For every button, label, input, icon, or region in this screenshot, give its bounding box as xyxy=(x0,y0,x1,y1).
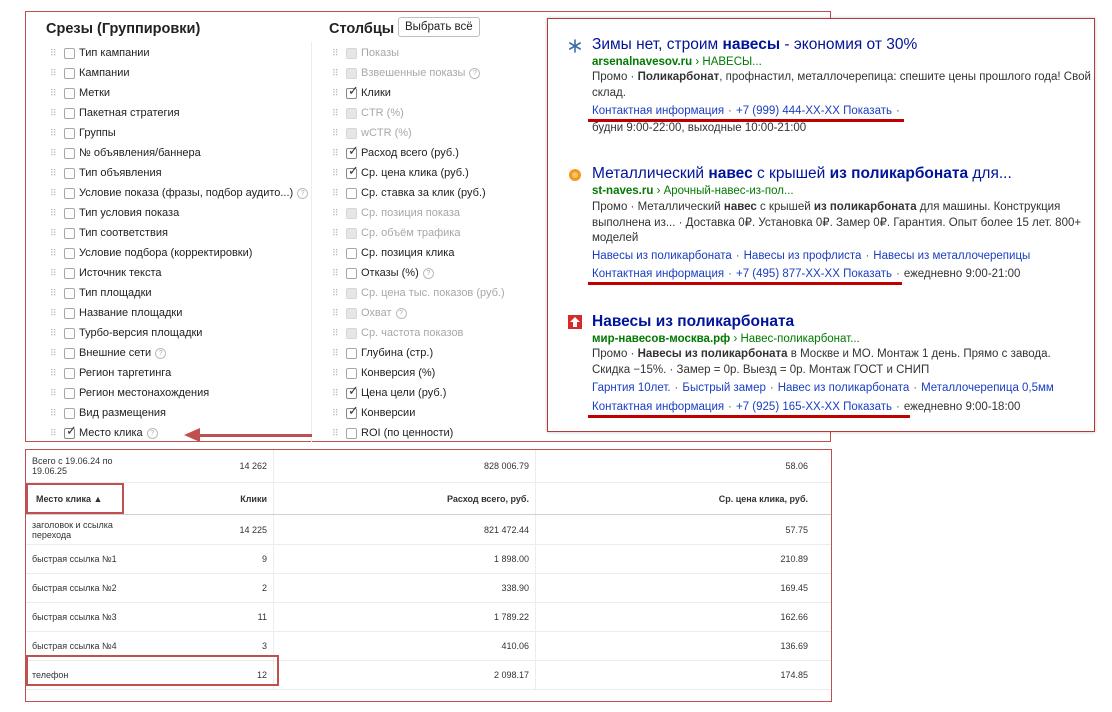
table-cell: заголовок и ссылка перехода xyxy=(32,519,113,540)
help-icon[interactable]: ? xyxy=(155,348,166,359)
table-row xyxy=(26,573,831,603)
drag-handle-icon[interactable]: ⠿ xyxy=(50,387,56,398)
checkmark-icon: ✓ xyxy=(348,82,359,98)
checkbox[interactable] xyxy=(346,162,359,179)
table-cell: 57.75 xyxy=(785,524,808,535)
ad-contact-line[interactable]: Контактная информация · +7 (999) 444-XX-XX Показать · xyxy=(592,105,900,117)
highlight-phone-row-box xyxy=(26,655,279,686)
checkmark-icon: ✓ xyxy=(348,162,359,178)
checkbox[interactable] xyxy=(346,382,359,399)
columns-option[interactable] xyxy=(332,264,434,282)
checkbox xyxy=(346,68,357,79)
drag-handle-icon[interactable]: ⠿ xyxy=(332,287,338,298)
table-cell: 9 xyxy=(150,544,274,573)
total-spend: 828 006.79 xyxy=(274,450,536,482)
drag-handle-icon[interactable]: ⠿ xyxy=(332,227,338,238)
option-label: Тип кампании xyxy=(79,47,150,59)
option-label: wCTR (%) xyxy=(361,127,412,139)
checkbox[interactable] xyxy=(64,228,75,239)
groupings-option[interactable] xyxy=(50,124,116,142)
groupings-option[interactable] xyxy=(50,204,179,222)
columns-option[interactable] xyxy=(332,424,453,442)
checkbox[interactable] xyxy=(64,168,75,179)
ad-contact-line[interactable]: Контактная информация · +7 (925) 165-XX-XX Показать · ежедневно 9:00-18:00 xyxy=(592,401,1021,413)
orange-circle-icon xyxy=(568,168,582,182)
checkbox[interactable] xyxy=(64,208,75,219)
table-cell: 2 098.17 xyxy=(274,660,536,689)
ad-contact-line[interactable]: Контактная информация · +7 (495) 877-XX-XX Показать · ежедневно 9:00-21:00 xyxy=(592,268,1021,280)
drag-handle-icon[interactable]: ⠿ xyxy=(50,127,56,138)
drag-handle-icon[interactable]: ⠿ xyxy=(332,207,338,218)
drag-handle-icon[interactable]: ⠿ xyxy=(50,347,56,358)
checkbox[interactable] xyxy=(64,388,75,399)
groupings-option[interactable] xyxy=(50,244,252,262)
checkbox[interactable] xyxy=(346,82,359,99)
groupings-option[interactable] xyxy=(50,384,209,402)
header-cpc[interactable]: Ср. цена клика, руб. xyxy=(718,493,808,504)
ad-url[interactable]: мир-навесов-москва.рф › Навес-поликарбонат... xyxy=(592,333,860,345)
option-label: Регион таргетинга xyxy=(79,367,172,379)
total-clicks: 14 262 xyxy=(150,450,274,482)
checkbox[interactable] xyxy=(64,108,75,119)
groupings-option[interactable] xyxy=(50,284,152,302)
total-cpc: 58.06 xyxy=(785,461,808,471)
table-cell: 3 xyxy=(150,631,274,660)
option-label: Ср. ставка за клик (руб.) xyxy=(361,187,486,199)
checkbox[interactable] xyxy=(64,348,75,359)
groupings-option[interactable] xyxy=(50,84,110,102)
option-label: Ср. цена тыс. показов (руб.) xyxy=(361,287,505,299)
option-label: Тип соответствия xyxy=(79,227,168,239)
drag-handle-icon[interactable]: ⠿ xyxy=(50,107,56,118)
drag-handle-icon[interactable]: ⠿ xyxy=(50,287,56,298)
drag-handle-icon[interactable]: ⠿ xyxy=(50,407,56,418)
table-cell: 2 xyxy=(150,573,274,602)
checkbox xyxy=(346,308,357,319)
option-label: Кампании xyxy=(79,67,130,79)
search-ads-panel xyxy=(547,18,1095,432)
table-cell: 11 xyxy=(150,602,274,631)
groupings-option[interactable] xyxy=(50,224,168,242)
option-label: ROI (по ценности) xyxy=(361,427,454,439)
checkbox[interactable] xyxy=(64,88,75,99)
checkmark-icon: ✓ xyxy=(348,402,359,418)
option-label: Отказы (%) xyxy=(361,267,419,279)
drag-handle-icon[interactable]: ⠿ xyxy=(332,347,338,358)
option-label: Название площадки xyxy=(79,307,183,319)
drag-handle-icon[interactable]: ⠿ xyxy=(50,427,56,438)
checkbox xyxy=(346,288,357,299)
table-cell: 169.45 xyxy=(780,582,808,593)
option-label: Ср. частота показов xyxy=(361,327,464,339)
option-label: Ср. позиция клика xyxy=(361,247,455,259)
drag-handle-icon[interactable]: ⠿ xyxy=(50,87,56,98)
option-label: Ср. позиция показа xyxy=(361,207,461,219)
checkbox xyxy=(346,228,357,239)
drag-handle-icon[interactable]: ⠿ xyxy=(332,407,338,418)
sitelink[interactable]: Навес из поликарбоната xyxy=(777,382,910,394)
option-label: Метки xyxy=(79,87,111,99)
option-label: Группы xyxy=(79,127,116,139)
checkmark-icon: ✓ xyxy=(348,382,359,398)
help-icon[interactable]: ? xyxy=(396,308,407,319)
drag-handle-icon[interactable]: ⠿ xyxy=(50,207,56,218)
option-label: Взвешенные показы xyxy=(361,67,466,79)
groupings-option[interactable] xyxy=(50,324,202,342)
checkbox[interactable] xyxy=(346,402,359,419)
help-icon[interactable]: ? xyxy=(297,188,308,199)
columns-option[interactable] xyxy=(332,104,404,122)
drag-handle-icon[interactable]: ⠿ xyxy=(332,167,338,178)
checkbox[interactable] xyxy=(64,308,75,319)
ad-url[interactable]: arsenalnavesov.ru › НАВЕСЫ... xyxy=(592,56,762,68)
checkbox[interactable] xyxy=(346,142,359,159)
help-icon[interactable]: ? xyxy=(423,268,434,279)
columns-option[interactable] xyxy=(332,324,463,342)
table-row xyxy=(26,544,831,574)
columns-title: Столбцы xyxy=(329,21,395,37)
checkbox[interactable] xyxy=(64,48,75,59)
checkbox[interactable] xyxy=(346,428,357,439)
sitelink[interactable]: Навесы из поликарбоната xyxy=(592,250,732,262)
highlight-header-box xyxy=(26,483,124,514)
columns-option[interactable] xyxy=(332,124,412,142)
option-label: Глубина (стр.) xyxy=(361,347,434,359)
table-cell: быстрая ссылка №3 xyxy=(32,611,117,622)
drag-handle-icon[interactable]: ⠿ xyxy=(50,327,56,338)
columns-option[interactable] xyxy=(332,404,415,422)
columns-option[interactable] xyxy=(332,344,433,362)
table-cell: быстрая ссылка №2 xyxy=(32,582,117,593)
checkbox[interactable] xyxy=(64,68,75,79)
groupings-option[interactable] xyxy=(50,64,130,82)
option-label: Тип условия показа xyxy=(79,207,180,219)
checkbox[interactable] xyxy=(346,268,357,279)
checkbox xyxy=(346,48,357,59)
groupings-option[interactable] xyxy=(50,424,158,442)
total-label: Всего с 19.06.24 по 19.06.25 xyxy=(32,456,113,476)
option-label: Источник текста xyxy=(79,267,162,279)
stats-table xyxy=(25,449,832,702)
checkbox[interactable] xyxy=(346,348,357,359)
drag-handle-icon[interactable]: ⠿ xyxy=(332,127,338,138)
table-total-row xyxy=(26,450,831,483)
columns-option[interactable] xyxy=(332,204,460,222)
drag-handle-icon[interactable]: ⠿ xyxy=(332,147,338,158)
annotation-arrow xyxy=(198,434,312,437)
drag-handle-icon[interactable]: ⠿ xyxy=(50,147,56,158)
checkbox xyxy=(346,208,357,219)
ad-sitelinks: Навесы из поликарбоната · Навесы из профлиста · Навесы из металлочерепицы xyxy=(592,250,1031,262)
select-all-button[interactable]: Выбрать всё xyxy=(398,17,480,37)
option-label: Показы xyxy=(361,47,400,59)
groupings-option[interactable] xyxy=(50,344,166,362)
checkbox[interactable] xyxy=(64,368,75,379)
ad-sitelinks: Гарнтия 10лет. · Быстрый замер · Навес из поликарбоната · Металлочерепица 0,5мм xyxy=(592,382,1054,394)
groupings-option[interactable] xyxy=(50,364,171,382)
checkbox[interactable] xyxy=(346,368,357,379)
table-row xyxy=(26,602,831,632)
groupings-option[interactable] xyxy=(50,184,308,202)
columns-option[interactable] xyxy=(332,284,505,302)
option-label: Тип объявления xyxy=(79,167,162,179)
groupings-option[interactable] xyxy=(50,144,201,162)
table-header-row xyxy=(26,483,831,515)
drag-handle-icon[interactable]: ⠿ xyxy=(50,167,56,178)
option-label: Вид размещения xyxy=(79,407,167,419)
columns-option[interactable] xyxy=(332,304,407,322)
columns-option[interactable] xyxy=(332,84,391,102)
option-label: № объявления/баннера xyxy=(79,147,201,159)
drag-handle-icon[interactable]: ⠿ xyxy=(50,187,56,198)
drag-handle-icon[interactable]: ⠿ xyxy=(332,387,338,398)
table-cell: быстрая ссылка №1 xyxy=(32,553,117,564)
checkbox[interactable] xyxy=(64,248,75,259)
drag-handle-icon[interactable]: ⠿ xyxy=(332,267,338,278)
checkbox xyxy=(346,128,357,139)
checkbox[interactable] xyxy=(346,188,357,199)
table-cell: 338.90 xyxy=(274,573,536,602)
table-cell: 14 225 xyxy=(150,515,274,544)
columns-option[interactable] xyxy=(332,64,480,82)
groupings-option[interactable] xyxy=(50,104,180,122)
columns-option[interactable] xyxy=(332,164,469,182)
checkbox[interactable] xyxy=(64,408,75,419)
checkbox[interactable] xyxy=(64,188,75,199)
table-cell: телефон xyxy=(32,669,69,680)
columns-option[interactable] xyxy=(332,44,399,62)
groupings-title: Срезы (Группировки) xyxy=(46,21,201,37)
table-cell: 174.85 xyxy=(780,669,808,680)
option-label: Ср. объём трафика xyxy=(361,227,461,239)
header-click-place[interactable]: Место клика ▲ xyxy=(36,493,103,504)
option-label: Внешние сети xyxy=(79,347,152,359)
option-label: Охват xyxy=(361,307,392,319)
columns-option[interactable] xyxy=(332,364,435,382)
column-divider xyxy=(311,42,312,442)
red-underline xyxy=(588,282,902,285)
columns-option[interactable] xyxy=(332,144,459,162)
groupings-option[interactable] xyxy=(50,404,166,422)
drag-handle-icon[interactable]: ⠿ xyxy=(50,307,56,318)
option-label: Регион местонахождения xyxy=(79,387,210,399)
columns-option[interactable] xyxy=(332,184,486,202)
checkbox xyxy=(346,108,357,119)
option-label: Условие подбора (корректировки) xyxy=(79,247,253,259)
checkbox[interactable] xyxy=(346,248,357,259)
option-label: Конверсия (%) xyxy=(361,367,436,379)
checkbox xyxy=(346,328,357,339)
drag-handle-icon[interactable]: ⠿ xyxy=(332,367,338,378)
checkmark-icon: ✓ xyxy=(66,422,77,438)
sitelink[interactable]: Металлочерепица 0,5мм xyxy=(921,382,1054,394)
checkbox[interactable] xyxy=(64,328,75,339)
table-row xyxy=(26,515,831,545)
red-arrow-icon xyxy=(568,315,582,329)
option-label: CTR (%) xyxy=(361,107,404,119)
ad-hours: будни 9:00-22:00, выходные 10:00-21:00 xyxy=(592,122,807,134)
header-clicks[interactable]: Клики xyxy=(150,483,274,514)
snowflake-icon xyxy=(568,39,582,53)
help-icon[interactable]: ? xyxy=(469,68,480,79)
option-label: Цена цели (руб.) xyxy=(361,387,447,399)
drag-handle-icon[interactable]: ⠿ xyxy=(332,247,338,258)
option-label: Расход всего (руб.) xyxy=(361,147,459,159)
header-spend[interactable]: Расход всего, руб. xyxy=(274,483,536,514)
ad-title[interactable]: Металлический навес с крышей из поликарбоната для... xyxy=(592,165,1012,182)
ad-url[interactable]: st-naves.ru › Арочный-навес-из-пол... xyxy=(592,185,794,197)
checkbox[interactable] xyxy=(64,288,75,299)
help-icon[interactable]: ? xyxy=(147,428,158,439)
drag-handle-icon[interactable]: ⠿ xyxy=(332,307,338,318)
checkmark-icon: ✓ xyxy=(348,142,359,158)
ad-title[interactable]: Навесы из поликарбоната xyxy=(592,313,795,330)
drag-handle-icon[interactable]: ⠿ xyxy=(332,47,338,58)
table-cell: 136.69 xyxy=(780,640,808,651)
drag-handle-icon[interactable]: ⠿ xyxy=(50,247,56,258)
option-label: Турбо-версия площадки xyxy=(79,327,203,339)
ad-title[interactable]: Зимы нет, строим навесы - экономия от 30% xyxy=(592,36,918,53)
option-label: Условие показа (фразы, подбор аудито...) xyxy=(79,187,294,199)
drag-handle-icon[interactable]: ⠿ xyxy=(332,427,338,438)
table-cell: 1 789.22 xyxy=(274,602,536,631)
drag-handle-icon[interactable]: ⠿ xyxy=(332,87,338,98)
drag-handle-icon[interactable]: ⠿ xyxy=(332,67,338,78)
sitelink[interactable]: Гарнтия 10лет. xyxy=(592,382,671,394)
option-label: Конверсии xyxy=(361,407,416,419)
ad-text: Промо · Металлический навес с крышей из поликарбоната для машины. Конструкция выполнена из... · Доставка 0₽. Установка 0₽. Замер 0₽. Гарантия. Опыт более 15 лет. 800+ моделей xyxy=(592,201,1082,244)
checkbox[interactable] xyxy=(64,422,77,439)
ad-text: Промо · Навесы из поликарбоната в Москве и МО. Монтаж 1 день. Прямо с завода. Скидка −15%. · Замер = 0р. Выезд = 0р. Монтаж ГОСТ и СНИП xyxy=(592,348,1051,376)
sitelink[interactable]: Быстрый замер xyxy=(682,382,766,394)
annotation-arrow-head xyxy=(184,428,200,442)
drag-handle-icon[interactable]: ⠿ xyxy=(332,107,338,118)
groupings-option[interactable] xyxy=(50,44,150,62)
table-cell: 12 xyxy=(150,660,274,689)
checkbox[interactable] xyxy=(64,148,75,159)
sitelink[interactable]: Навесы из профлиста xyxy=(743,250,862,262)
option-label: Ср. цена клика (руб.) xyxy=(361,167,469,179)
checkbox[interactable] xyxy=(64,128,75,139)
drag-handle-icon[interactable]: ⠿ xyxy=(50,47,56,58)
option-label: Тип площадки xyxy=(79,287,152,299)
columns-option[interactable] xyxy=(332,244,454,262)
option-label: Клики xyxy=(361,87,391,99)
checkbox[interactable] xyxy=(64,268,75,279)
groupings-option[interactable] xyxy=(50,304,182,322)
table-cell: 210.89 xyxy=(780,553,808,564)
groupings-option[interactable] xyxy=(50,264,162,282)
columns-option[interactable] xyxy=(332,384,446,402)
red-underline xyxy=(588,415,910,418)
drag-handle-icon[interactable]: ⠿ xyxy=(50,227,56,238)
groupings-option[interactable] xyxy=(50,164,162,182)
sitelink[interactable]: Навесы из металлочерепицы xyxy=(873,250,1031,262)
drag-handle-icon[interactable]: ⠿ xyxy=(50,367,56,378)
option-label: Место клика xyxy=(79,427,143,439)
columns-option[interactable] xyxy=(332,224,460,242)
drag-handle-icon[interactable]: ⠿ xyxy=(332,187,338,198)
table-cell: 821 472.44 xyxy=(274,515,536,544)
drag-handle-icon[interactable]: ⠿ xyxy=(50,67,56,78)
drag-handle-icon[interactable]: ⠿ xyxy=(332,327,338,338)
ad-text: Промо · Поликарбонат, профнастил, металлочерепица: спешите цены прошлого года! Свой склад. xyxy=(592,71,1091,99)
table-cell: 162.66 xyxy=(780,611,808,622)
table-cell: быстрая ссылка №4 xyxy=(32,640,117,651)
option-label: Пакетная стратегия xyxy=(79,107,180,119)
table-cell: 1 898.00 xyxy=(274,544,536,573)
table-cell: 410.06 xyxy=(274,631,536,660)
drag-handle-icon[interactable]: ⠿ xyxy=(50,267,56,278)
